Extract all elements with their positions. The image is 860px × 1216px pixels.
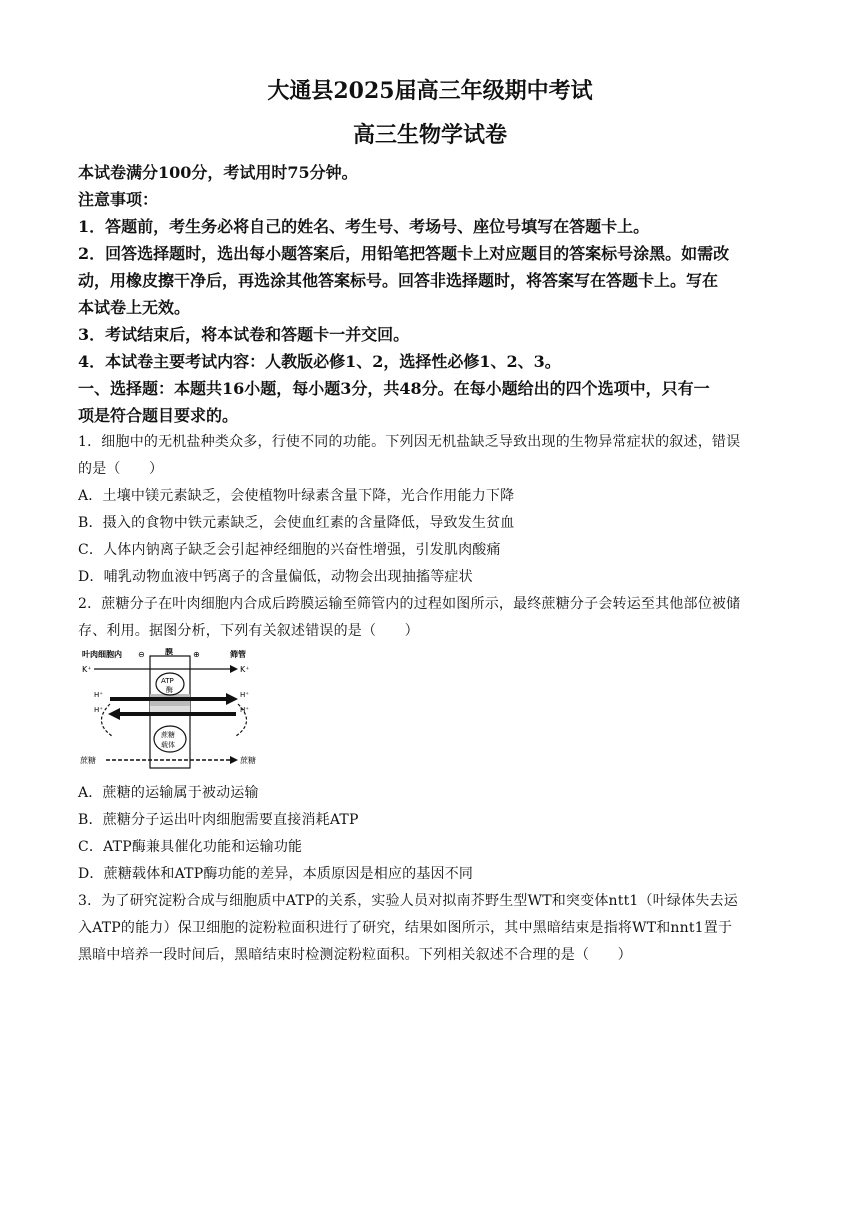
q2-stem-line-1: 2．蔗糖分子在叶肉细胞内合成后跨膜运输至筛管内的过程如图所示，最终蔗糖分子会转运至其他部位被储 — [78, 596, 741, 612]
q1-stem-line-2: 的是（ ） — [78, 461, 164, 477]
notice-score: 本试卷满分100分，考试用时75分钟。 — [78, 163, 358, 182]
label-carrier: 载体 — [161, 741, 175, 749]
section-heading-line-1: 一、选择题：本题共16小题，每小题3分，共48分。在每小题给出的四个选项中，只有一 — [78, 379, 710, 398]
q2-option-c: C．ATP酶兼具催化功能和运输功能 — [78, 839, 303, 855]
sucrose-arrowhead — [230, 756, 238, 764]
q3-stem-line-3: 黑暗中培养一段时间后，黑暗结束时检测淀粉粒面积。下列相关叙述不合理的是（ ） — [78, 947, 632, 963]
label-sucrose-left: 蔗糖 — [80, 756, 96, 765]
q1-option-c: C．人体内钠离子缺乏会引起神经细胞的兴奋性增强，引发肌肉酸痛 — [78, 542, 501, 558]
q3-stem-line-1: 3．为了研究淀粉合成与细胞质中ATP的关系，实验人员对拟南芥野生型WT和突变体ntt1（叶绿体失去运 — [78, 893, 738, 909]
label-k-left: K⁺ — [82, 665, 92, 674]
page-title: 大通县2025届高三年级期中考试 — [267, 78, 593, 104]
label-atp-enzyme: 酶 — [166, 686, 173, 694]
notice-item-3: 3．考试结束后，将本试卷和答题卡一并交回。 — [78, 325, 410, 344]
label-k-right: K⁺ — [240, 665, 250, 674]
label-minus: ⊖ — [138, 650, 145, 659]
label-h-right-mid: H⁺ — [240, 706, 249, 714]
notice-heading: 注意事项： — [78, 190, 159, 209]
k-arrowhead — [230, 665, 238, 673]
q1-option-b: B．摄入的食物中铁元素缺乏，会使血红素的含量降低，导致发生贫血 — [78, 515, 515, 531]
notice-item-2-line-2: 动，用橡皮擦干净后，再选涂其他答案标号。回答非选择题时，将答案写在答题卡上。写在 — [78, 271, 719, 290]
label-membrane: 膜 — [165, 648, 173, 656]
sucrose-transport-diagram — [80, 648, 262, 770]
label-atp: ATP — [161, 677, 174, 685]
label-h-left-top: H⁺ — [94, 691, 103, 699]
label-sieve-tube: 筛管 — [230, 650, 246, 659]
h-arrowhead-top — [226, 693, 238, 705]
label-h-left-mid: H⁺ — [94, 706, 103, 714]
h-arrowhead-mid — [108, 708, 120, 720]
notice-item-2-line-3: 本试卷上无效。 — [78, 298, 191, 317]
label-plus: ⊕ — [193, 650, 200, 659]
q1-stem-line-1: 1．细胞中的无机盐种类众多，行使不同的功能。下列因无机盐缺乏导致出现的生物异常症状的叙述，错误 — [78, 434, 741, 450]
q3-stem-line-2: 入ATP的能力）保卫细胞的淀粉粒面积进行了研究，结果如图所示，其中黑暗结束是指将WT和nnt1置于 — [78, 920, 733, 936]
label-sucrose-right: 蔗糖 — [240, 756, 256, 765]
q1-option-a: A．土壤中镁元素缺乏，会使植物叶绿素含量下降，光合作用能力下降 — [78, 488, 515, 504]
q1-option-d: D．哺乳动物血液中钙离子的含量偏低，动物会出现抽搐等症状 — [78, 569, 473, 585]
page-subtitle: 高三生物学试卷 — [352, 122, 507, 148]
label-carrier-sucrose: 蔗糖 — [161, 731, 175, 739]
section-heading-line-2: 项是符合题目要求的。 — [78, 406, 239, 425]
q2-option-d: D．蔗糖载体和ATP酶功能的差异，本质原因是相应的基因不同 — [78, 866, 474, 882]
notice-item-4: 4．本试卷主要考试内容：人教版必修1、2，选择性必修1、2、3。 — [78, 352, 561, 371]
notice-item-2-line-1: 2．回答选择题时，选出每小题答案后，用铅笔把答题卡上对应题目的答案标号涂黑。如需改 — [78, 244, 730, 263]
label-h-right-top: H⁺ — [240, 691, 249, 699]
q2-option-a: A．蔗糖的运输属于被动运输 — [78, 785, 259, 801]
notice-item-1: 1．答题前，考生务必将自己的姓名、考生号、考场号、座位号填写在答题卡上。 — [78, 217, 650, 236]
q2-stem-line-2: 存、利用。据图分析，下列有关叙述错误的是（ ） — [78, 623, 419, 639]
h-cycle-left-dashed — [101, 704, 112, 736]
q2-option-b: B．蔗糖分子运出叶肉细胞需要直接消耗ATP — [78, 812, 359, 828]
label-mesophyll-inside: 叶肉细胞内 — [82, 650, 122, 659]
